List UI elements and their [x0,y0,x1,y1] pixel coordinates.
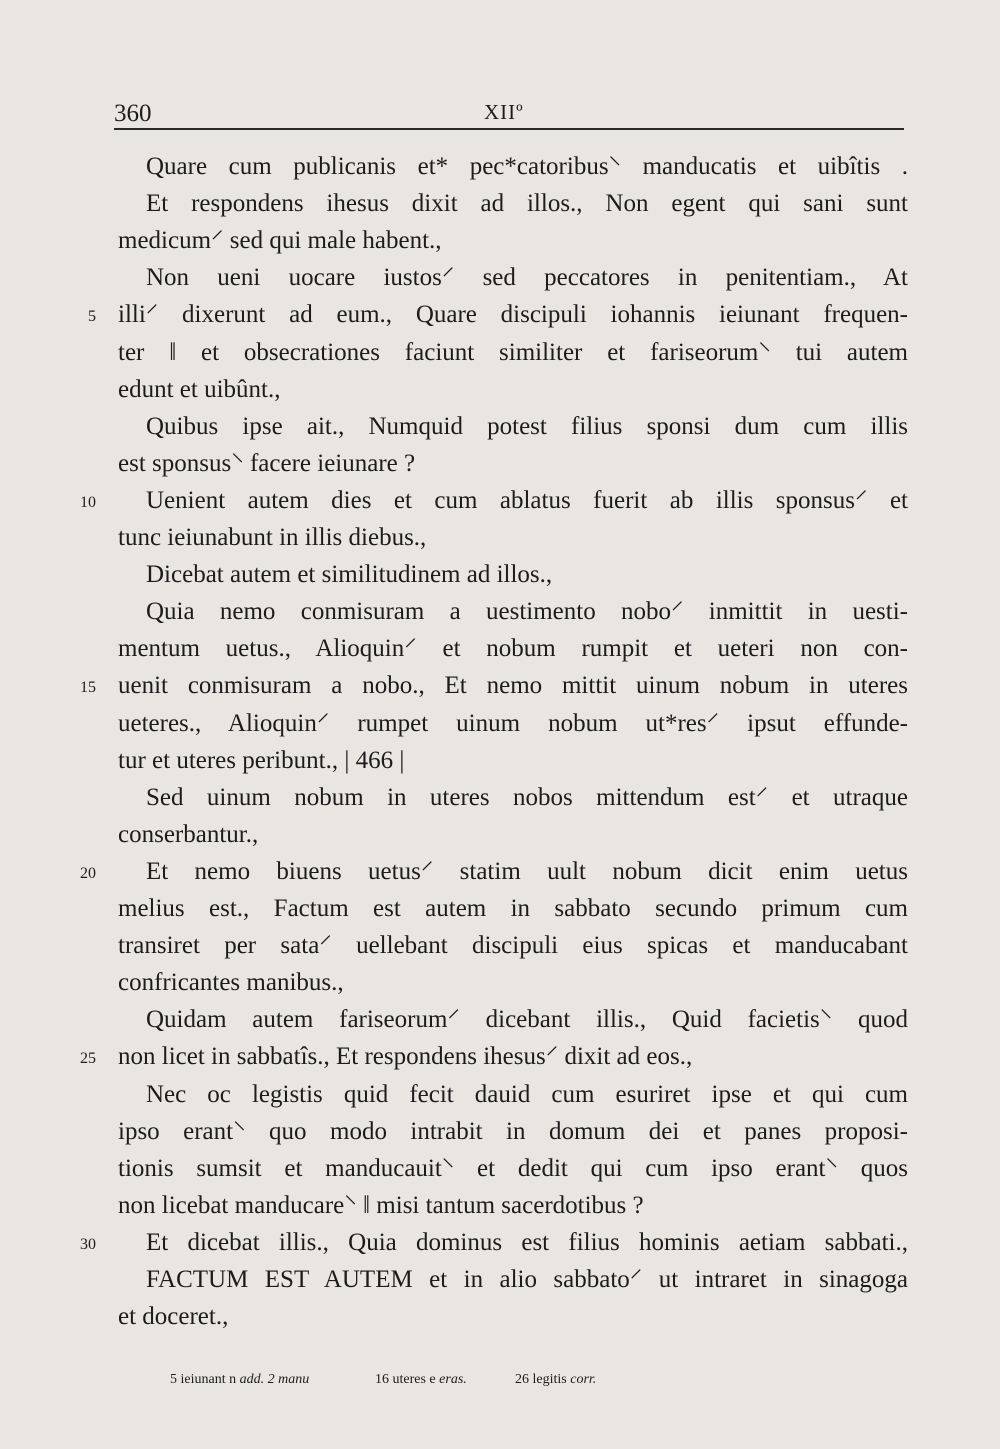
line-number: 20 [80,864,96,882]
text-line: Quibus ipse ait., Numquid potest filius sponsi dum cum illis [146,412,908,440]
line-number: 15 [80,679,96,697]
text-line: Quare cum publicanis et* pec*catoribus⸌ manducatis et uibîtis . [146,153,908,180]
text-line: confricantes manibus., [118,969,344,997]
text-line: Non ueni uocare iustos⸍ sed peccatores in penitentiam., At [146,264,908,292]
line-number: 10 [80,493,96,511]
footnote [170,1372,309,1388]
text-line: melius est., Factum est autem in sabbato secundo primum cum [118,895,908,922]
text-line: Quia nemo conmisuram a uestimento nobo⸍ inmittit in uesti- [146,598,908,626]
text-line: Nec oc legistis quid fecit dauid cum esuriret ipse et qui cum [146,1080,908,1108]
header-rule [114,128,904,130]
footnote-annotation: eras. [439,1372,467,1387]
footnote-text: 16 uteres e [375,1372,440,1387]
section-title: XIIº [484,100,524,124]
text-line: illi⸍ dixerunt ad eum., Quare discipuli iohannis ieiunant frequen- [118,301,908,329]
text-line: Sed uinum nobum in uteres nobos mittendum est⸍ et utraque [146,783,908,811]
text-line: medicum⸍ sed qui male habent., [118,227,442,255]
text-line: non licet in sabbatîs., Et respondens ihesus⸍ dixit ad eos., [118,1043,693,1071]
line-number: 30 [80,1235,96,1253]
text-line: Uenient autem dies et cum ablatus fuerit ab illis sponsus⸍ et [146,486,908,514]
text-line: ueteres., Alioquin⸍ rumpet uinum nobum ut*res⸍ ipsut effunde- [118,709,908,737]
text-line: et doceret., [118,1303,229,1331]
text-line: Et nemo biuens uetus⸍ statim uult nobum dicit enim uetus [146,857,908,885]
text-line: ter ‖ et obsecrationes faciunt similiter et fariseorum⸌ tui autem [118,338,908,366]
text-line: conserbantur., [118,820,259,848]
text-line: mentum uetus., Alioquin⸍ et nobum rumpit et ueteri non con- [118,635,908,663]
text-line: FACTUM EST AUTEM et in alio sabbato⸍ ut intraret in sinagoga [146,1266,908,1293]
text-line: transiret per sata⸍ uellebant discipuli eius spicas et manducabant [118,932,908,960]
text-line: ipso erant⸌ quo modo intrabit in domum dei et panes proposi- [118,1117,908,1145]
footnote-annotation: add. 2 manu [239,1372,310,1387]
text-line: est sponsus⸌ facere ieiunare ? [118,449,416,477]
text-line: edunt et uibûnt., [118,375,281,403]
footnote-text: 26 legitis [515,1372,571,1387]
footnote [375,1372,467,1388]
footnote-text: 5 ieiunant n [170,1372,240,1387]
text-line: Et respondens ihesus dixit ad illos., Non egent qui sani sunt [146,190,908,218]
text-line: tur et uteres peribunt., | 466 | [118,746,405,774]
footnote-annotation: corr. [570,1372,597,1387]
text-line: Et dicebat illis., Quia dominus est filius hominis aetiam sabbati., [146,1228,908,1256]
line-number: 5 [88,308,96,326]
line-number: 25 [80,1050,96,1068]
text-line: tionis sumsit et manducauit⸌ et dedit qui cum ipso erant⸌ quos [118,1154,908,1182]
text-line: Dicebat autem et similitudinem ad illos., [146,561,553,589]
text-line: Quidam autem fariseorum⸍ dicebant illis., Quid facietis⸌ quod [146,1006,908,1034]
text-line: non licebat manducare⸌ ‖ misi tantum sacerdotibus ? [118,1191,644,1219]
footnote [515,1372,596,1388]
text-line: uenit conmisuram a nobo., Et nemo mittit uinum nobum in uteres [118,672,908,700]
page-number: 360 [114,100,152,127]
text-line: tunc ieiunabunt in illis diebus., [118,524,427,551]
